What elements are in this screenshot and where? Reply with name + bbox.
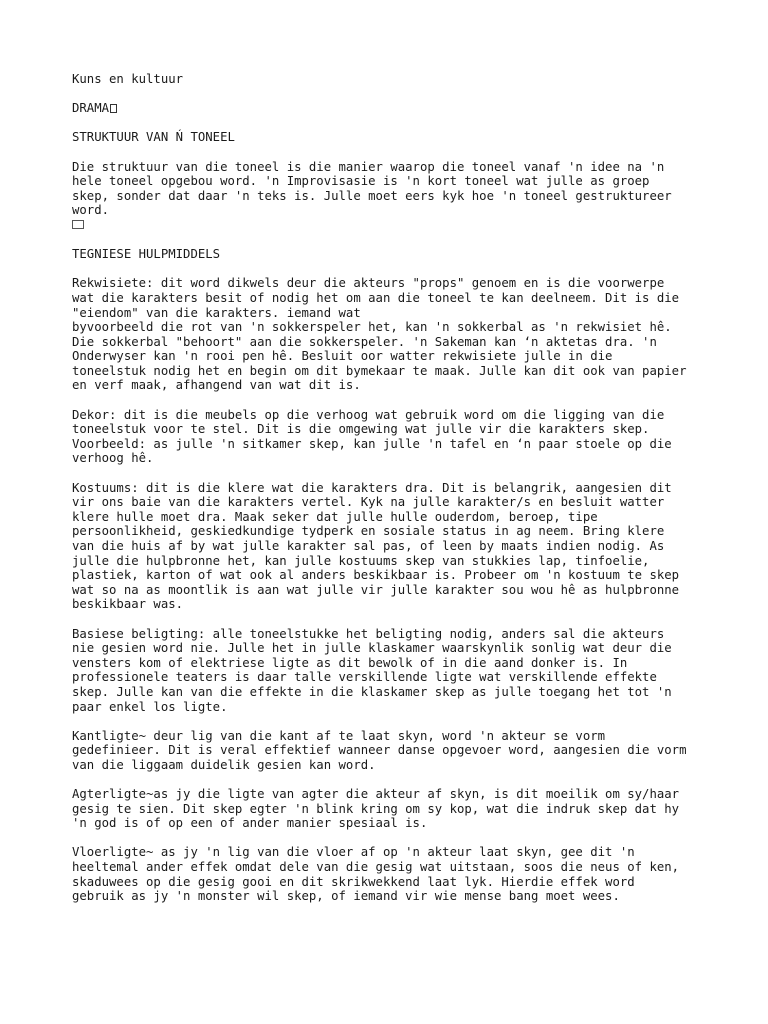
subject-heading <box>72 101 712 116</box>
control-char-icon <box>72 220 84 229</box>
intro-paragraph: Die struktuur van die toneel is die manier waarop die toneel vanaf 'n idee na 'n hele toneel opgebou word. 'n Improvisasie is 'n kort toneel wat julle as groep skep, sonder dat daar 'n teks is. Julle moet eers kyk hoe 'n toneel gestruktureer word. <box>72 159 672 218</box>
paragraph-dekor: Dekor: dit is die meubels op die verhoog wat gebruik word om die ligging van die toneelstuk voor te stel. Dit is die omgewing wat julle vir die karakters skep. Voorbeeld: as julle 'n sitkamer skep, kan julle 'n tafel en ‘n paar stoele op die verhoog hê. <box>72 407 672 466</box>
paragraph-agterligte: Agterligte~as jy die ligte van agter die akteur af skyn, is dit moeilik om sy/haar gesig te sien. Dit skep egter 'n blink kring om sy kop, wat die indruk skep dat hy 'n god is of op een of ander manier spesiaal is. <box>72 787 680 831</box>
document-header <box>72 72 712 87</box>
header-text: Kuns en kultuur <box>72 72 184 86</box>
section-heading: TEGNIESE HULPMIDDELS <box>72 247 221 262</box>
document-page <box>72 72 712 918</box>
page-title: STRUKTUUR VAN Ń TONEEL <box>72 130 235 145</box>
subject-text: DRAMA <box>72 101 110 116</box>
paragraph-kantligte: Kantligte~ deur lig van die kant af te laat skyn, word 'n akteur se vorm gedefinieer. Dit is veral effektief wanneer danse opgevoer word, aangesien die vorm van die liggaam duidelik gesien kan word. <box>72 728 687 772</box>
intro-block <box>72 160 712 233</box>
paragraph-vloerligte: Vloerligte~ as jy 'n lig van die vloer af op 'n akteur laat skyn, gee dit 'n heeltemal ander effek omdat dele van die gesig wat uitstaan, soos die neus of ken, skaduwees op die gesig gooi en dit skrikwekkend laat lyk. Hierdie effek word gebruik as jy 'n monster wil skep, of iemand vir wie mense bang moet wees. <box>72 845 680 904</box>
glyph-line <box>72 218 712 233</box>
paragraph-beligting: Basiese beligting: alle toneelstukke het beligting nodig, anders sal die akteurs nie gesien word nie. Julle het in julle klaskamer waarskynlik sonlig wat deur die vensters kom of elektriese ligte as dit bewolk of in die aand donker is. In professionele teaters is daar talle verskillende ligte wat verskillende effekte skep. Julle kan van die effekte in die klaskamer skep as julle toegang het tot 'n paar enkel los ligte. <box>72 626 672 714</box>
paragraph-kostuums: Kostuums: dit is die klere wat die karakters dra. Dit is belangrik, aangesien dit vir ons baie van die karakters vertel. Kyk na julle karakter/s en besluit watter klere hulle moet dra. Maak seker dat julle hulle ouderdom, beroep, tipe persoonlikheid, geskiedkundige tydperk en sosiale status in ag neem. Bring klere van die huis af by wat julle karakter sal pas, of leen by maats indien nodig. As julle die hulpbronne het, kan julle kostuums skep van stukkies lap, tinfoelie, plastiek, karton of wat ook al anders beskikbaar is. Probeer om 'n kostuum te skep wat so na as moontlik is aan wat julle vir julle karakter sou wou hê as hulpbronne beskikbaar was. <box>72 480 680 612</box>
paragraph-rekwisiete: Rekwisiete: dit word dikwels deur die akteurs "props" genoem en is die voorwerpe wat die karakters besit of nodig het om aan die toneel te kan deelneem. Dit is die "eiendom" van die karakters. iemand wat byvoorbeeld die rot van 'n sokkerspeler het, kan 'n sokkerbal as 'n rekwisiet hê. Die sokkerbal "behoort" aan die sokkerspeler. 'n Sakeman kan ‘n aktetas dra. 'n Onderwyser kan 'n rooi pen hê. Besluit oor watter rekwisiete julle in die toneelstuk nodig het en begin om dit bymekaar te maak. Julle kan dit ook van papier en verf maak, afhangend van wat dit is. <box>72 276 687 393</box>
missing-glyph-icon <box>110 104 117 113</box>
